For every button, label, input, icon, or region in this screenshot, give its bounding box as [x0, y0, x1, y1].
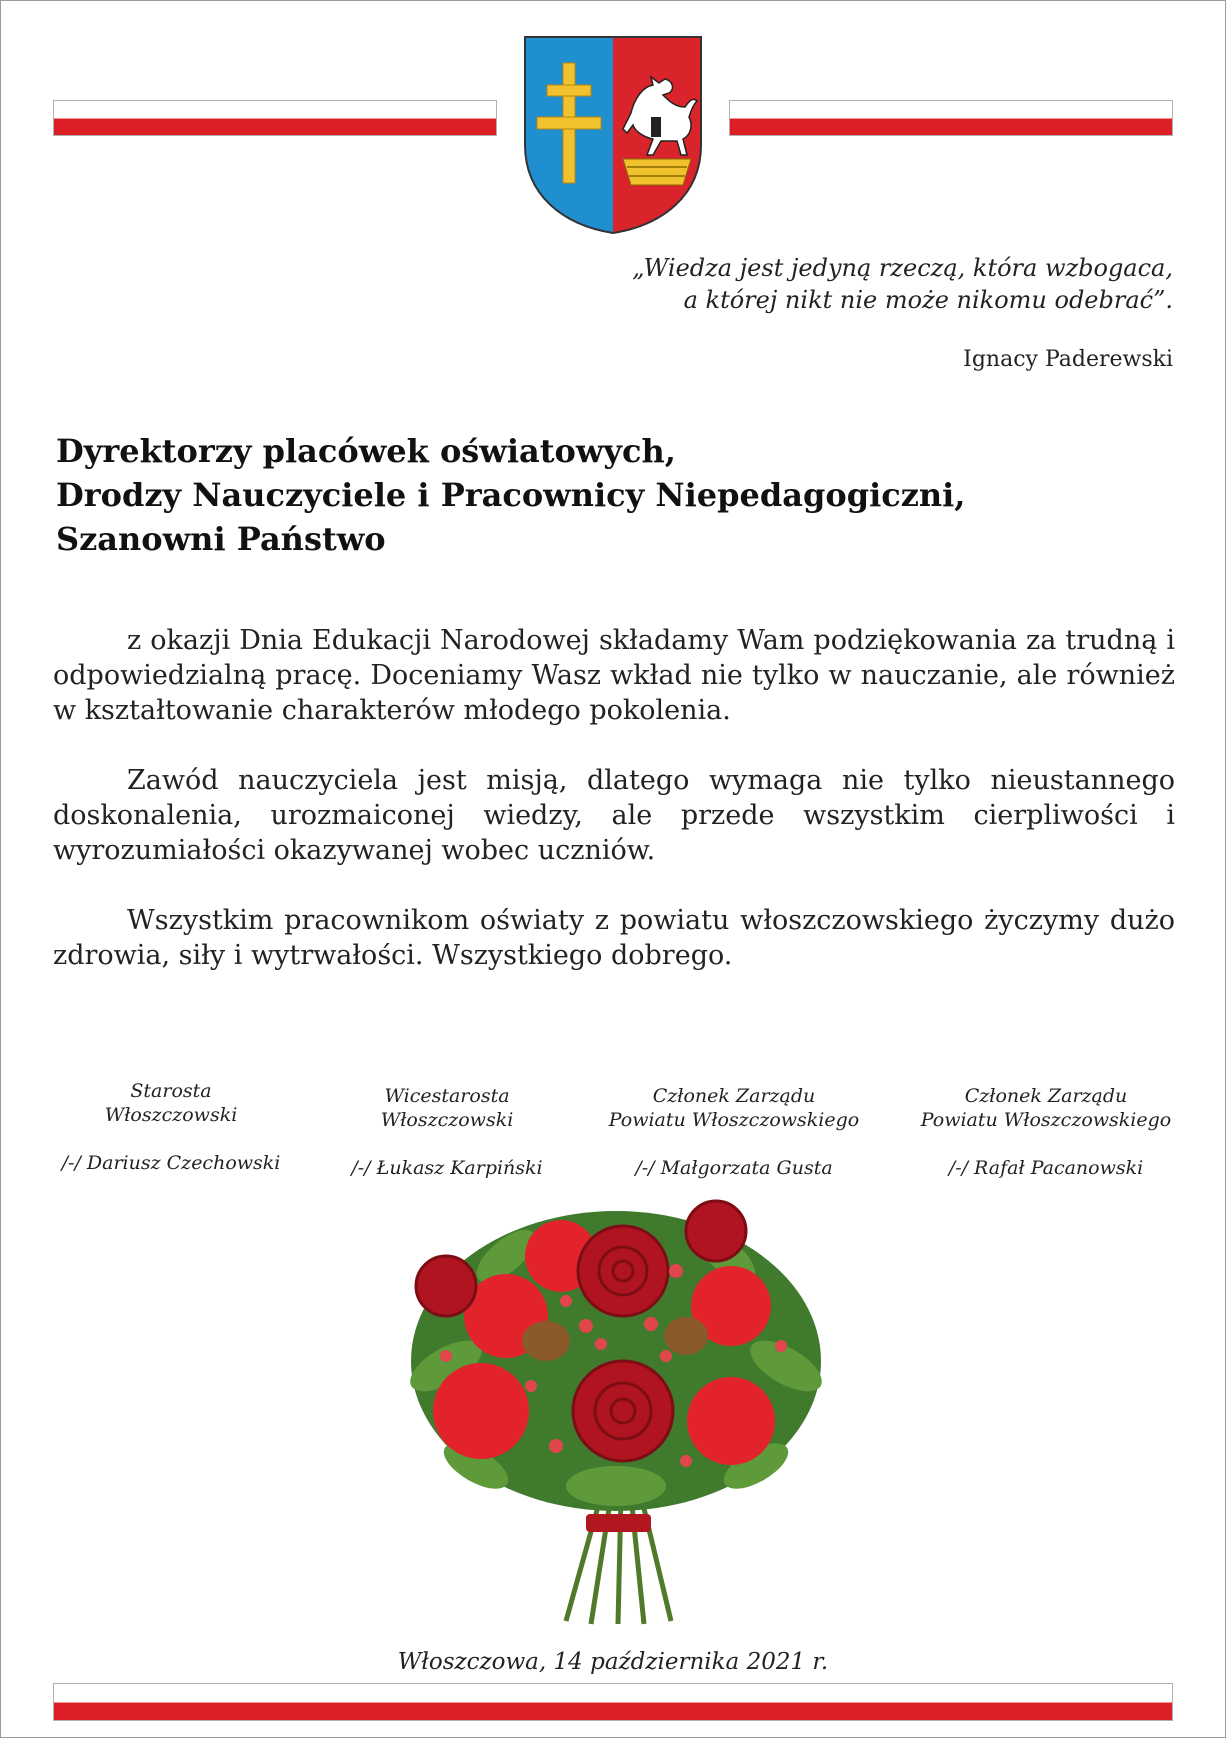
salutation [56, 429, 1156, 561]
signature-title: Członek Zarządu [652, 1085, 816, 1107]
signature-title: Powiatu Włoszczowskiego [920, 1109, 1172, 1131]
quote-line-2: a której nikt nie może nikomu odebrać”. [683, 286, 1173, 314]
quote [473, 252, 1173, 316]
paragraph-2: Zawód nauczyciela jest misją, dlatego wymaga nie tylko nieustannego doskonalenia, urozmaiconej wiedzy, ale przede wszystkim cierpliwości i wyrozumiałości okazywanej wobec uczniów. [53, 765, 1175, 866]
salutation-line-1: Dyrektorzy placówek oświatowych, [56, 432, 676, 470]
signature-name: /-/ Małgorzata Gusta [635, 1157, 833, 1179]
paragraph-1: z okazji Dnia Edukacji Narodowej składamy Wam podziękowania za trudną i odpowiedzialną pracę. Doceniamy Wasz wkład nie tylko w nauczanie, ale również w kształtowanie charakterów młodego pokolenia. [53, 625, 1175, 726]
signature-title: Włoszczowski [380, 1109, 514, 1131]
signature-name: /-/ Łukasz Karpiński [351, 1157, 543, 1179]
polish-flag-stripe-bottom [53, 1683, 1173, 1721]
signature-title: Wicestarosta [384, 1085, 510, 1107]
polish-flag-stripe-right [729, 100, 1173, 136]
signature-title: Starosta [130, 1080, 212, 1102]
paragraph-3: Wszystkim pracownikom oświaty z powiatu włoszczowskiego życzymy dużo zdrowia, siły i wytrwałości. Wszystkiego dobrego. [53, 905, 1175, 971]
salutation-line-3: Szanowni Państwo [56, 520, 386, 558]
salutation-line-2: Drodzy Nauczyciele i Pracownicy Niepedagogiczni, [56, 476, 966, 514]
flower-bouquet-icon [386, 1196, 846, 1626]
signature-czlonek-1 [589, 1084, 879, 1180]
signature-title: Członek Zarządu [964, 1085, 1128, 1107]
quote-line-1: „Wiedza jest jedyną rzeczą, która wzbogaca, [632, 254, 1173, 282]
signature-title: Włoszczowski [104, 1104, 238, 1126]
place-and-date: Włoszczowa, 14 października 2021 r. [397, 1649, 829, 1675]
signature-wicestarosta [317, 1084, 577, 1180]
signature-starosta [41, 1079, 301, 1175]
signature-title: Powiatu Włoszczowskiego [608, 1109, 860, 1131]
signature-name: /-/ Dariusz Czechowski [61, 1152, 281, 1174]
signature-czlonek-2 [901, 1084, 1191, 1180]
coat-of-arms-icon [523, 35, 703, 235]
polish-flag-stripe-left [53, 100, 497, 136]
letter-body [53, 623, 1175, 1008]
signature-name: /-/ Rafał Pacanowski [948, 1157, 1144, 1179]
quote-author: Ignacy Paderewski [963, 347, 1173, 372]
